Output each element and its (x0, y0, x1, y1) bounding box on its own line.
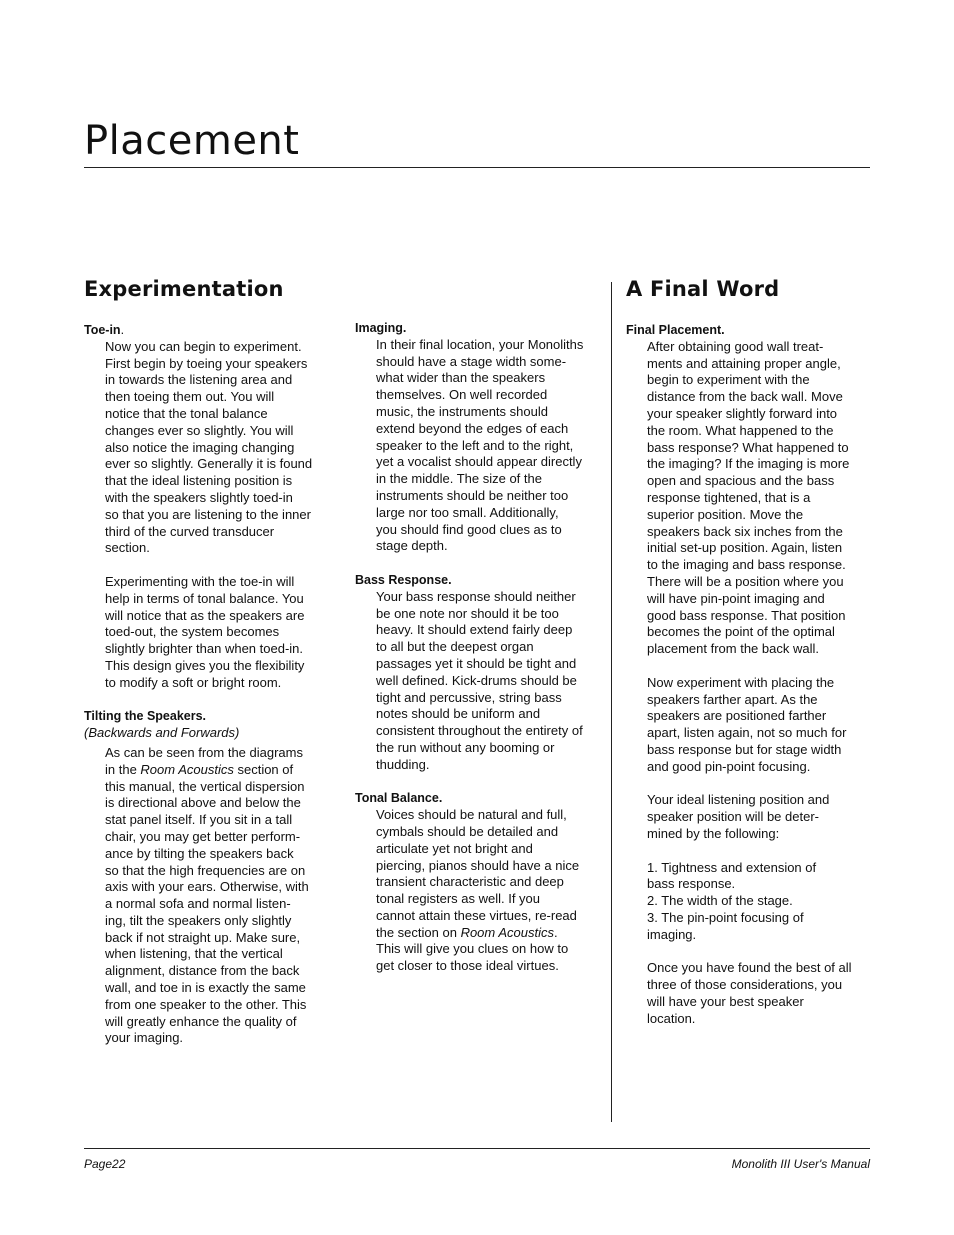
column-divider (611, 282, 612, 1122)
final-paragraph-4: Once you have found the best of all three of those considerations, you will have your best speaker location. (647, 960, 852, 1026)
title-rule (84, 167, 870, 168)
column-imaging (355, 320, 605, 975)
manual-title: Monolith III User's Manual (731, 1157, 870, 1171)
imaging-subheading: Imaging. (355, 321, 407, 335)
list-item: 2. The width of the stage. (647, 893, 793, 909)
final-paragraph-2: Now experiment with placing the speakers farther apart. As the speakers are positioned farther apart, listen again, not so much for bass response but for stage width and good pin-point focusing. (647, 674, 847, 774)
experimentation-heading: Experimentation (84, 277, 284, 301)
imaging-paragraph: In their final location, your Monoliths should have a stage width some- what wider than the speakers themselves. On well recorded music, the instruments should extend beyond the edges of each speaker to the left and to the right, yet a vocalist should appear directly in the middle. The size of the instruments should be neither too large nor too small. Additionally, you should find good clues as to stage depth. (376, 336, 584, 554)
tilting-paragraph: As can be seen from the diagrams in the Room Acoustics section of this manual, the vertical dispersion is directional above and below the stat panel itself. If you sit in a tall chair, you may get better perform- ance by tilting the speakers back so that the high frequencies are on axis with your ears. Otherwise, with a normal sofa and normal listen- ing, tilt the speakers only slightly back if not straight up. Make sure, when listening, that the vertical alignment, distance from the back wall, and toe in is exactly the same from one speaker to the other. This will greatly enhance the quality of your imaging. (105, 744, 309, 1046)
tilting-subtitle: (Backwards and Forwards) (84, 725, 240, 741)
toein-subheading: Toe-in. (84, 323, 125, 337)
final-paragraph-3: Your ideal listening position and speaker position will be deter- mined by the following: (647, 792, 830, 841)
toein-paragraph-1: Now you can begin to experiment. First begin by toeing your speakers in towards the listening area and then toeing them out. You will notice that the tonal balance changes ever so slightly. You will also notice the imaging changing ever so slightly. Generally it is found that the ideal listening position is with the speakers slightly toed-in so that you are listening to the inner third of the curved transducer section. (105, 338, 313, 556)
column-final-word (626, 322, 876, 1027)
tonal-paragraph: Voices should be natural and full, cymbals should be detailed and articulate yet not bright and piercing, pianos should have a nice transient characteristic and deep tonal registers as well. If you cannot attain these virtues, re-read the section on Room Acoustics. This will give you clues on how to get closer to those ideal virtues. (376, 807, 580, 974)
bass-paragraph: Your bass response should neither be one note nor should it be too heavy. It should extend fairly deep to all but the deepest organ passages yet it should be tight and well defined. Kick-drums should be tight and percussive, string bass notes should be uniform and consistent throughout the entirety of the run without any booming or thudding. (376, 588, 583, 772)
list-item: 3. The pin-point focusing of imaging. (647, 909, 804, 942)
final-paragraph-1: After obtaining good wall treat- ments and attaining proper angle, begin to experiment with the distance from the back wall. Move your speaker slightly forward into the room. What happened to the bass response? What happened to the imaging? If the imaging is more open and spacious and the bass response tightened, that is a superior position. Move the speakers back six inches from the initial set-up position. Again, listen to the imaging and bass response. There will be a position where you will have pin-point imaging and good bass response. That position becomes the point of the optimal placement from the back wall. (647, 338, 850, 657)
page-number: Page22 (84, 1157, 126, 1171)
column-experimentation (84, 322, 334, 1047)
footer-rule (84, 1148, 870, 1149)
tilting-subheading: Tilting the Speakers. (84, 709, 207, 724)
toein-paragraph-2: Experimenting with the toe-in will help in terms of tonal balance. You will notice that as the speakers are toed-out, the system becomes slightly brighter than when toed-in. This design gives you the flexibility to modify a soft or bright room. (105, 573, 305, 690)
tonal-subheading: Tonal Balance. (355, 791, 443, 806)
page-title: Placement (84, 118, 300, 164)
final-word-heading: A Final Word (626, 277, 780, 301)
final-placement-subheading: Final Placement. (626, 323, 725, 337)
bass-subheading: Bass Response. (355, 572, 452, 587)
list-item: 1. Tightness and extension of bass response. (647, 859, 817, 892)
